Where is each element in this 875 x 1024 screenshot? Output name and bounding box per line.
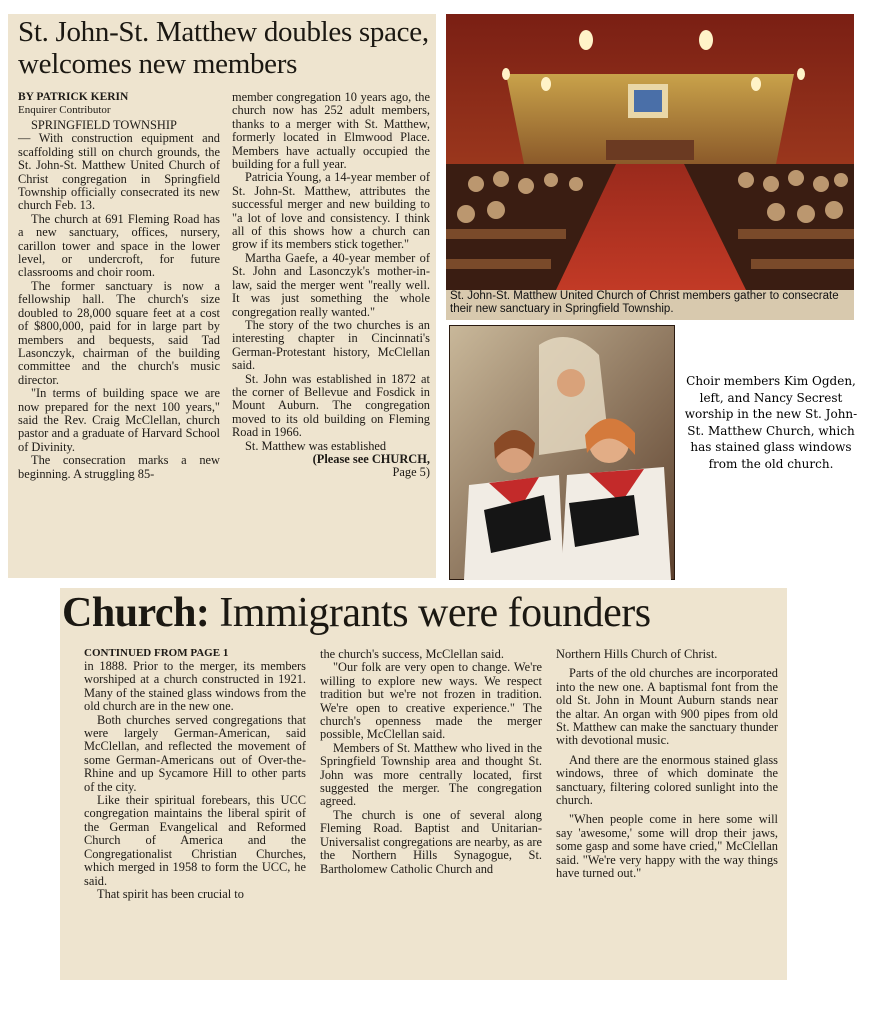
paragraph: St. John was established in 1872 at the corner of Bellevue and Fosdick in Mount Auburn. The congregation moved to its old building on Fleming Road in 1966. <box>232 371 430 440</box>
paragraph: Both churches served congregations that were largely German-American, said McClellan, and reflected the movement of some German-Americans out of Over-the-Rhine and up Sycamore Hill to other parts of the city. <box>84 712 306 794</box>
paragraph: Martha Gaefe, a 40-year member of St. John and Lasonczyk's mother-in-law, said the merger went "really well. It was just something the whole congregation really wanted." <box>232 250 430 319</box>
sanctuary-photo-image <box>446 14 854 320</box>
dateline: SPRINGFIELD TOWNSHIP <box>31 118 177 132</box>
paragraph: "In terms of building space we are now prepared for the next 100 years," said the Rev. Craig McClellan, church pastor and a graduate of Harvard School of Divinity. <box>18 386 220 454</box>
paragraph: in 1888. Prior to the merger, its members worshiped at a church constructed in 1921. Many of the stained glass windows from the old church are in the new one. <box>84 659 306 714</box>
continued-reference-page: Page 5) <box>392 465 430 480</box>
continued-from-label: CONTINUED FROM PAGE 1 <box>84 647 229 659</box>
jump-article-column-2 <box>320 648 542 876</box>
top-article-column-1 <box>18 91 220 481</box>
paragraph: Members of St. Matthew who lived in the Springfield Township area and thought St. John was more centrally located, first suggested the merger. The congregation agreed. <box>320 740 542 809</box>
paragraph: the church's success, McClellan said. <box>320 647 504 661</box>
paragraph: Patricia Young, a 14-year member of St. John-St. Matthew, attributes the successful merger and new building to "a lot of love and consistency. I think all of this shows how a church can grow if its members stick together." <box>232 170 430 252</box>
choir-photo <box>449 325 675 580</box>
jump-headline <box>62 588 787 638</box>
paragraph: — With construction equipment and scaffolding still on church grounds, the St. John-St. Matthew United Church of Christ congregation in Springfield Township officially consecrated its new church Feb. 13. <box>18 131 220 213</box>
paragraph: Like their spiritual forebears, this UCC congregation maintains the liberal spirit of the German Evangelical and Reformed Church of America and the Congregationalist Christian Churches, which merged in 1958 to form the UCC, he said. <box>84 793 306 888</box>
paragraph: member congregation 10 years ago, the church now has 252 adult members, thanks to a merger with St. Matthew, formerly located in Elmwood Place. Members have actually occupied the building for a full year. <box>232 90 430 172</box>
paragraph: The church is one of several along Fleming Road. Baptist and Unitarian-Universalist congregations are nearby, as are the Northern Hills Synagogue, St. Bartholomew Catholic Church and <box>320 807 542 876</box>
top-article-column-2 <box>232 91 430 480</box>
paragraph: The story of the two churches is an interesting chapter in Cincinnati's German-Protestant history, McClellan said. <box>232 317 430 373</box>
paragraph: The church at 691 Fleming Road has a new sanctuary, offices, nursery, carillon tower and space in the lower level, or undercroft, for future classrooms and choir room. <box>18 211 220 280</box>
jump-article-column-3 <box>556 648 778 881</box>
paragraph: Northern Hills Church of Christ. <box>556 647 718 661</box>
jump-article-column-1 <box>84 647 306 901</box>
paragraph: Parts of the old churches are incorporated into the new one. A baptismal font from the old St. John in Mount Auburn stands near the altar. An organ with 900 pipes from old St. Matthew can make the sanctuary thunder with devotional music. <box>556 666 778 748</box>
paragraph: That spirit has been crucial to <box>97 886 244 901</box>
jump-headline-keyword: Church: <box>62 590 210 636</box>
paragraph: The consecration marks a new beginning. A struggling 85- <box>18 453 220 481</box>
choir-photo-image <box>449 325 675 580</box>
byline-role: Enquirer Contributor <box>18 104 111 116</box>
paragraph: And there are the enormous stained glass windows, three of which dominate the sanctuary, filtering colored sunlight into the church. <box>556 752 778 808</box>
sanctuary-photo <box>446 14 854 320</box>
paragraph: The former sanctuary is now a fellowship hall. The church's size doubled to 28,000 square feet at a cost of $800,000, paid for in large part by members and bequests, said Tad Lasonczyk, chairman of the building committee and the church's music director. <box>18 278 220 387</box>
sanctuary-photo-caption: St. John-St. Matthew United Church of Christ members gather to consecrate their new sanctuary in Springfield Township. <box>450 290 839 315</box>
choir-photo-caption: Choir members Kim Ogden, left, and Nancy Secrest worship in the new St. John-St. Matthew Church, which has stained glass windows from the old church. <box>684 374 858 471</box>
jump-headline-rest: Immigrants were founders <box>209 590 651 636</box>
paragraph: "When people come in here some will say 'awesome,' some will drop their jaws, some gasp and some have cried," McClellan said. "We're very happy with the way things have turned out." <box>556 812 778 881</box>
byline: BY PATRICK KERIN <box>18 91 129 103</box>
continued-reference: (Please see CHURCH, <box>312 451 430 466</box>
paragraph: "Our folk are very open to change. We're willing to explore new ways. We respect tradition but we're not frozen in tradition. We're open to creative experience." The church's openness made the merger possible, McClellan said. <box>320 660 542 742</box>
top-headline: St. John-St. Matthew doubles space, welcomes new members <box>18 16 429 80</box>
paragraph: St. Matthew was established <box>245 438 387 453</box>
